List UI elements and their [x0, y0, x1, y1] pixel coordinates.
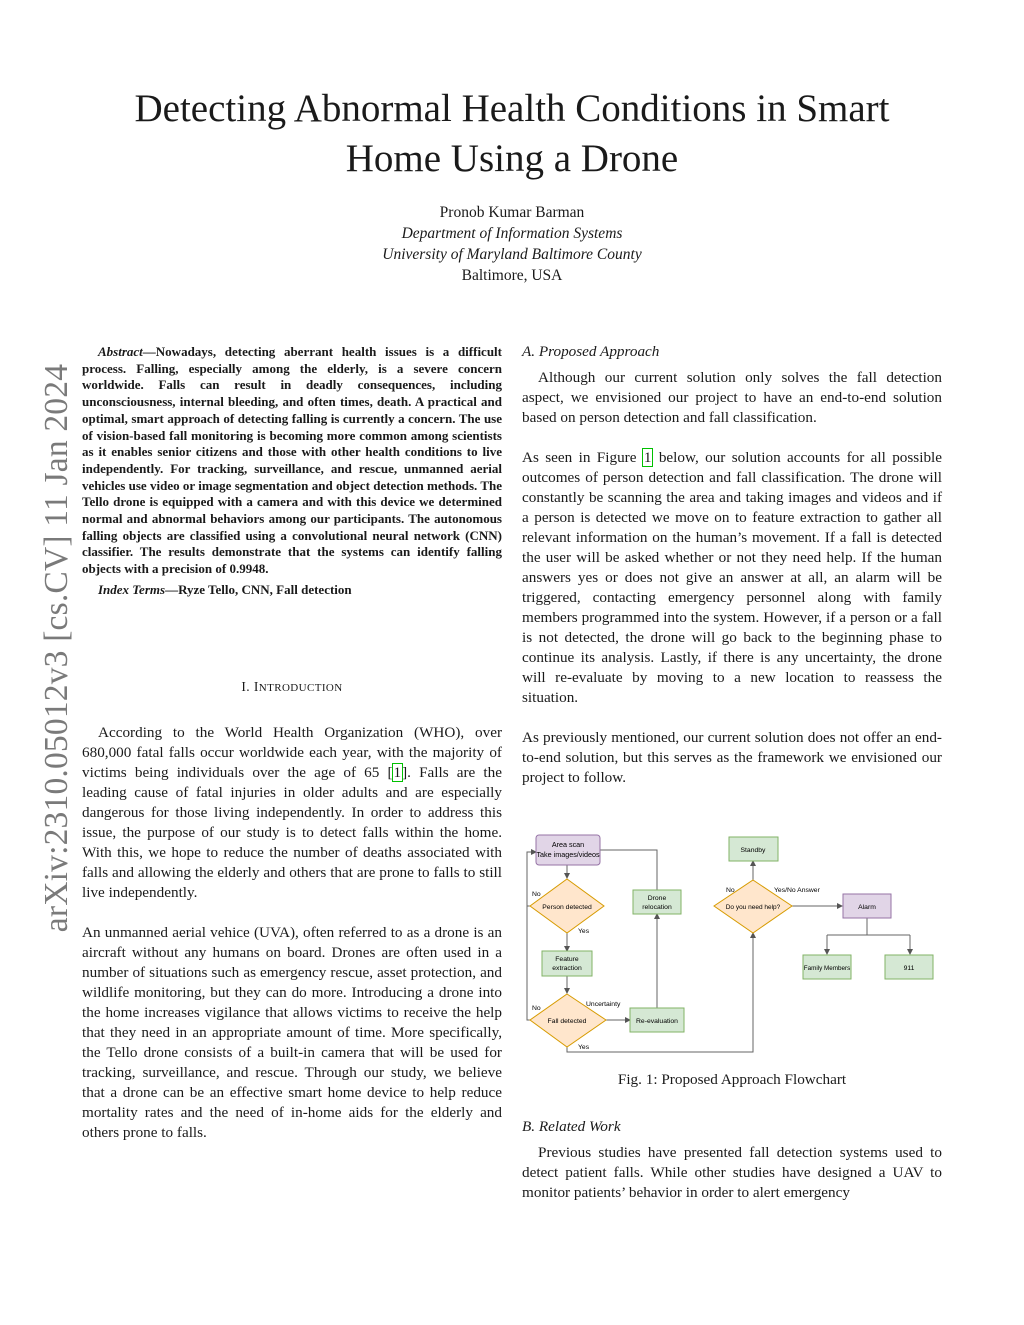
label-yes-2: Yes [578, 1044, 590, 1051]
edge-fall-yes [567, 933, 753, 1052]
section-a-p2-text: As seen in Figure [522, 449, 643, 466]
label-feature-1: Feature [555, 956, 579, 963]
figure-link[interactable]: 1 [643, 449, 652, 466]
author-name: Pronob Kumar Barman [439, 204, 585, 221]
location: Baltimore, USA [461, 267, 563, 284]
subsection-heading-a: A. Proposed Approach [522, 343, 660, 360]
abstract-paragraph [82, 344, 502, 578]
section-a-p2-text-rest: below, our solution accounts for all possible outcomes of person detection and fall classification. The drone will constantly be scanning the area and taking images and videos and if a person is detected we move on to feature extraction to gather all relevant information on the human’s movement. If a fall is detected the user will be asked whether or not they need help. If the human answers yes or does not give an answer at all, an alarm will be triggered, contacting emergency personnel along with family members programmed into the system. However, if a person or a fall is not detected, the drone will go back to the beginning phase to continue its analysis. Lastly, if there is any uncertainty, the drone will re-evaluate by moving to a new location to reassess the situation. [522, 449, 942, 706]
label-area-scan-2: Take images/videos [536, 850, 600, 859]
department: Department of Information Systems [401, 225, 623, 242]
label-family-members: Family Members [803, 965, 851, 972]
title-line-1: Detecting Abnormal Health Conditions in Smart [134, 87, 890, 130]
subsection-heading-b: B. Related Work [522, 1118, 621, 1135]
label-uncertainty: Uncertainty [586, 1001, 621, 1008]
edge-fall-no [527, 906, 530, 1020]
index-terms-label: Index Terms [98, 581, 166, 597]
intro-paragraph-2: An unmanned aerial vehice (UVA), often referred to as a drone is an aircraft without any humans on board. Drones are often used in a number of situations such as emergency rescue, asset protection, and wildlife monitoring, but they can do more. Introducing a drone into the home increases vigilance that allows victims to receive the help that they need in an appropriate amount of time. More specifically, the Tello drone consists of a built-in camera that will be used for tracking, surveillance, and rescue. Through our study, we believe that a drone can be an effective smart home device to help reduce mortality rates and the need of in-home aids for the elderly and others prone to falls. [82, 924, 502, 1141]
intro-p1-text-rest: ]. Falls are the leading cause of fatal injuries in older adults and are especially dangerous for those living independently. In order to address this issue, the purpose of our study is to detect falls within the home. With this, we hope to reduce the number of deaths associated with falls and allowing the elderly and others that are prone to falls to still live independently. [82, 764, 502, 901]
label-feature-2: extraction [552, 965, 582, 972]
section-a-body [522, 368, 942, 788]
label-person-detected: Person detected [542, 904, 592, 911]
label-drone-1: Drone [647, 895, 667, 902]
index-terms [82, 582, 502, 599]
abstract-text: —Nowadays, detecting aberrant health issues is a difficult process. Falling, especially among the elderly, is a severe concern worldwide. Falls can result in deadly consequences, including unconsciousness, internal bleeding, and often times, death. A practical and optimal, smart approach of detecting falling is currently a concern. The use of vision-based fall monitoring is becoming more common among scientists as it enables senior citizens and those with other health conditions to live independently. For tracking, surveillance, and rescue, unmanned aerial vehicles use video or image segmentation and object detection methods. The Tello drone is equipped with a camera and with this device we determined normal and abnormal behaviors among our participants. The autonomous falling objects are classified using a convolutional neural network (CNN) classifier. The results demonstrate that the systems can identify falling objects with a precision of 0.9948. [82, 344, 502, 577]
abstract-label: Abstract [98, 344, 143, 359]
index-terms-text: —Ryze Tello, CNN, Fall detection [165, 581, 352, 597]
label-need-help: Do you need help? [725, 904, 781, 911]
intro-p1-text: According to the World Health Organization (WHO), over 680,000 fatal falls occur worldwide each year, with the majority of victims being individuals over the age of 65 [ [82, 724, 502, 781]
section-b-paragraph-1: Previous studies have presented fall detection systems used to detect patient falls. While other studies have designed a UAV to monitor patients’ behavior in order to alert emergency [522, 1144, 942, 1201]
node-feature-extraction [542, 951, 592, 976]
abstract [82, 344, 502, 599]
intro-body [82, 723, 502, 1143]
section-b-body [522, 1143, 942, 1203]
section-first-letter: I [253, 679, 259, 694]
section-a-paragraph-3: As previously mentioned, our current solution does not offer an end-to-end solution, but this serves as the framework we envisioned our project to follow. [522, 729, 942, 786]
label-drone-2: relocation [642, 904, 672, 911]
label-re-evaluation: Re-evaluation [636, 1018, 678, 1025]
flowchart-figure [522, 830, 942, 1060]
label-yes-no-answer: Yes/No Answer [774, 887, 820, 894]
title-line-2: Home Using a Drone [345, 137, 679, 180]
figure-caption: Fig. 1: Proposed Approach Flowchart [617, 1071, 847, 1088]
section-heading-introduction [82, 679, 502, 695]
citation-link[interactable]: 1 [393, 764, 402, 781]
label-standby: Standby [740, 847, 766, 854]
arxiv-stamp: arXiv:2310.05012v3 [cs.CV] 11 Jan 2024 [38, 363, 75, 933]
section-rest: NTRODUCTION [258, 682, 343, 694]
author-block [262, 202, 762, 286]
label-yes-1: Yes [578, 928, 590, 935]
section-a-paragraph-2 [522, 448, 942, 708]
section-a-paragraph-1: Although our current solution only solves the fall detection aspect, we envisioned our project to have an end-to-end solution based on person detection and fall classification. [522, 369, 942, 426]
label-no-3: No [726, 887, 735, 894]
intro-paragraph-1 [82, 723, 502, 903]
label-alarm: Alarm [858, 904, 876, 911]
label-area-scan-1: Area scan [551, 840, 585, 849]
edge-reloc-to-scan [594, 850, 657, 894]
university: University of Maryland Baltimore County [382, 246, 642, 263]
label-fall-detected: Fall detected [547, 1018, 587, 1025]
paper-title [82, 84, 942, 184]
label-no-2: No [532, 1005, 541, 1012]
section-numeral: I. [241, 679, 254, 694]
label-no-1: No [532, 891, 541, 898]
label-911: 911 [903, 965, 915, 972]
